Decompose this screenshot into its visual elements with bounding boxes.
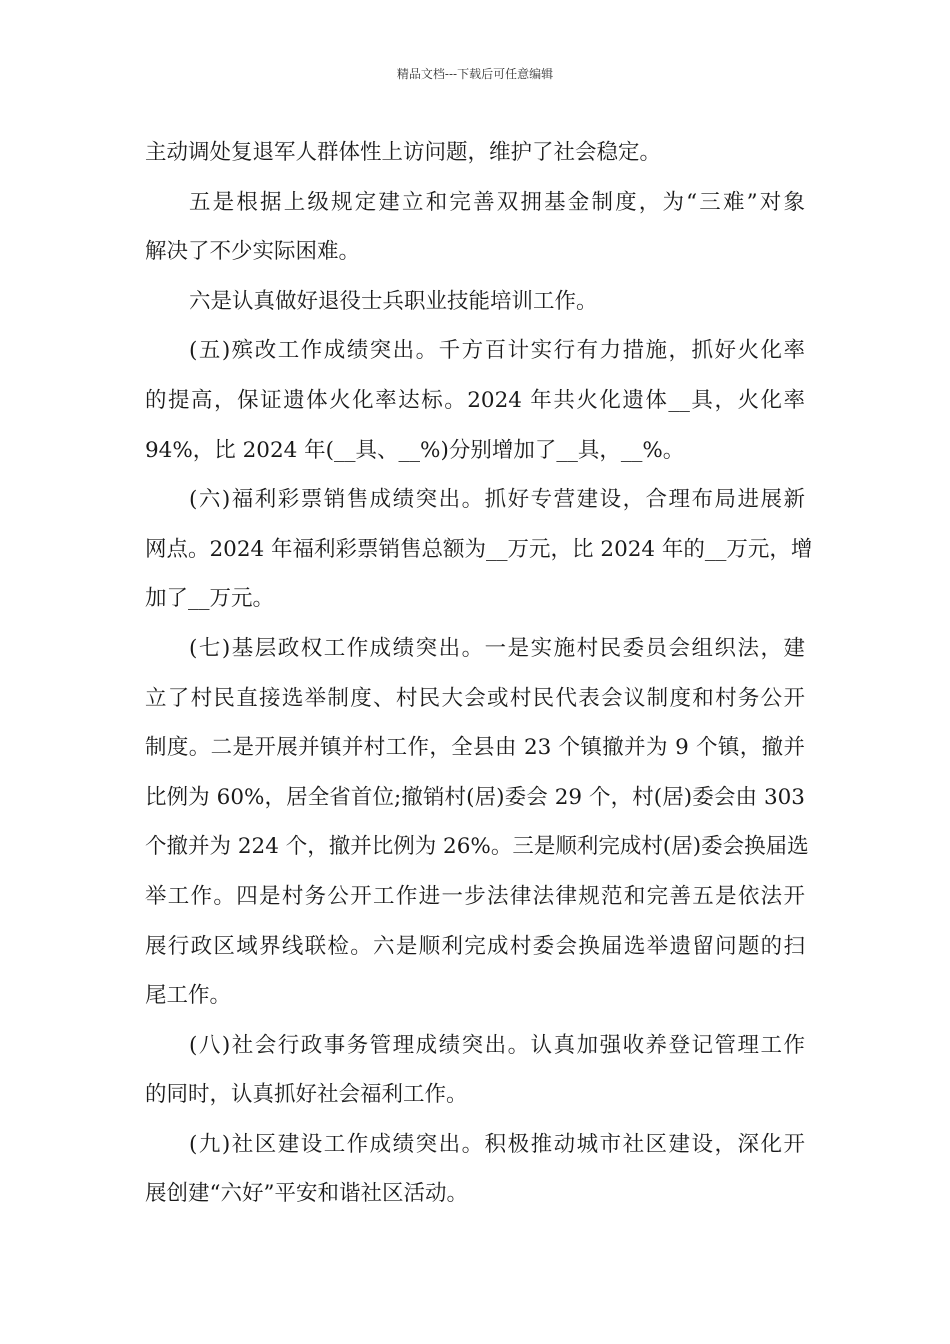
text-line: 的提高，保证遗体火化率达标。2024 年共火化遗体__具，火化率 (145, 387, 805, 413)
text-line: 尾工作。 (145, 983, 232, 1009)
text-line: 解决了不少实际困难。 (145, 239, 361, 265)
paragraph-2 (145, 178, 805, 277)
text-line: (五)殡改工作成绩突出。千方百计实行有力措施，抓好火化率 (189, 338, 805, 364)
text-line: 加了__万元。 (145, 586, 275, 612)
text-line: 网点。2024 年福利彩票销售总额为__万元，比 2024 年的__万元，增 (145, 536, 813, 562)
text-line: (七)基层政权工作成绩突出。一是实施村民委员会组织法，建 (189, 635, 805, 661)
text-line: (八)社会行政事务管理成绩突出。认真加强收养登记管理工作 (189, 1032, 805, 1058)
page-header: 精品文档---下载后可任意编辑 (396, 67, 554, 81)
paragraph-5 (145, 475, 813, 624)
text-line: 94%，比 2024 年(__具、__%)分别增加了__具，__%。 (145, 437, 685, 463)
text-line: 五是根据上级规定建立和完善双拥基金制度，为“三难”对象 (189, 189, 805, 215)
text-line: (六)福利彩票销售成绩突出。抓好专营建设，合理布局进展新 (189, 487, 805, 513)
text-line: 六是认真做好退役士兵职业技能培训工作。 (189, 288, 598, 314)
text-line: (九)社区建设工作成绩突出。积极推动城市社区建设，深化开 (189, 1131, 805, 1157)
text-line: 的同时，认真抓好社会福利工作。 (145, 1082, 468, 1108)
text-line: 制度。二是开展并镇并村工作，全县由 23 个镇撤并为 9 个镇，撤并 (145, 735, 805, 761)
paragraph-8 (145, 1120, 805, 1219)
text-line: 展行政区域界线联检。六是顺利完成村委会换届选举遗留问题的扫 (145, 933, 805, 959)
text-line: 举工作。四是村务公开工作进一步法律法律规范和完善五是依法开 (145, 883, 805, 909)
paragraph-4 (145, 326, 805, 475)
paragraph-3 (145, 277, 805, 327)
paragraph-7 (145, 1021, 805, 1120)
paragraph-1 (145, 128, 805, 178)
text-line: 展创建“六好”平安和谐社区活动。 (145, 1181, 468, 1207)
document-body (145, 128, 813, 1219)
text-line: 比例为 60%，居全省首位;撤销村(居)委会 29 个，村(居)委会由 303 (145, 784, 805, 810)
text-line: 主动调处复退军人群体性上访问题，维护了社会稳定。 (145, 140, 662, 165)
text-line: 立了村民直接选举制度、村民大会或村民代表会议制度和村务公开 (145, 685, 805, 711)
paragraph-6 (145, 624, 809, 1021)
text-line: 个撤并为 224 个，撤并比例为 26%。三是顺利完成村(居)委会换届选 (145, 834, 809, 860)
